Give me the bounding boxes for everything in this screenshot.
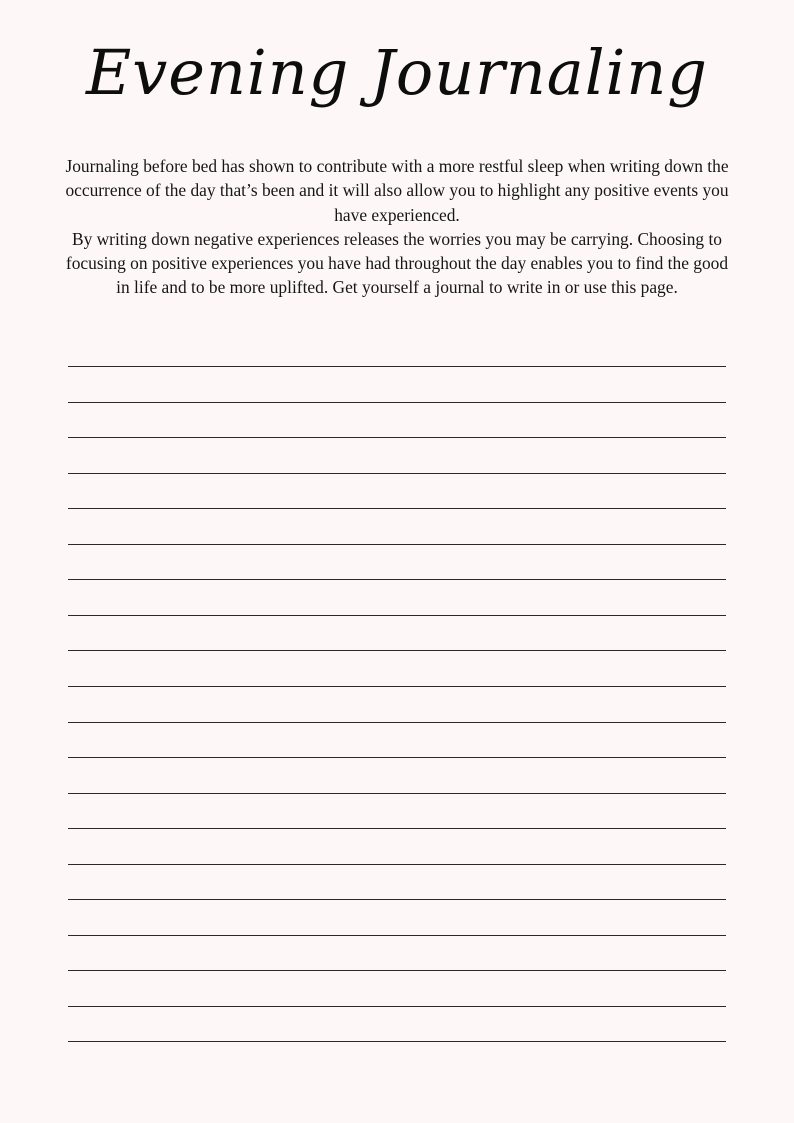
writing-line xyxy=(68,615,726,616)
writing-line xyxy=(68,1006,726,1007)
writing-line xyxy=(68,864,726,865)
writing-line xyxy=(68,757,726,758)
writing-line xyxy=(68,402,726,403)
writing-line xyxy=(68,828,726,829)
intro-text xyxy=(60,154,734,300)
writing-line xyxy=(68,544,726,545)
writing-line xyxy=(68,366,726,367)
intro-paragraph-2: By writing down negative experiences releases the worries you may be carrying. Choosing to focusing on positive experiences you have had throughout the day enables you to find the good in life and to be more uplifted. Get yourself a journal to write in or use this page. xyxy=(65,228,729,298)
writing-line xyxy=(68,935,726,936)
intro-paragraph-1: Journaling before bed has shown to contribute with a more restful sleep when writing down the occurrence of the day that’s been and it will also allow you to highlight any positive events you have experienced. xyxy=(65,156,729,225)
writing-line xyxy=(68,722,726,723)
writing-line xyxy=(68,437,726,438)
writing-line xyxy=(68,793,726,794)
writing-line xyxy=(68,579,726,580)
writing-line xyxy=(68,473,726,474)
writing-line xyxy=(68,650,726,651)
writing-line xyxy=(68,970,726,971)
writing-line xyxy=(68,508,726,509)
page-title: Evening Journaling xyxy=(86,36,708,109)
writing-line xyxy=(68,1041,726,1042)
writing-line xyxy=(68,686,726,687)
writing-line xyxy=(68,899,726,900)
